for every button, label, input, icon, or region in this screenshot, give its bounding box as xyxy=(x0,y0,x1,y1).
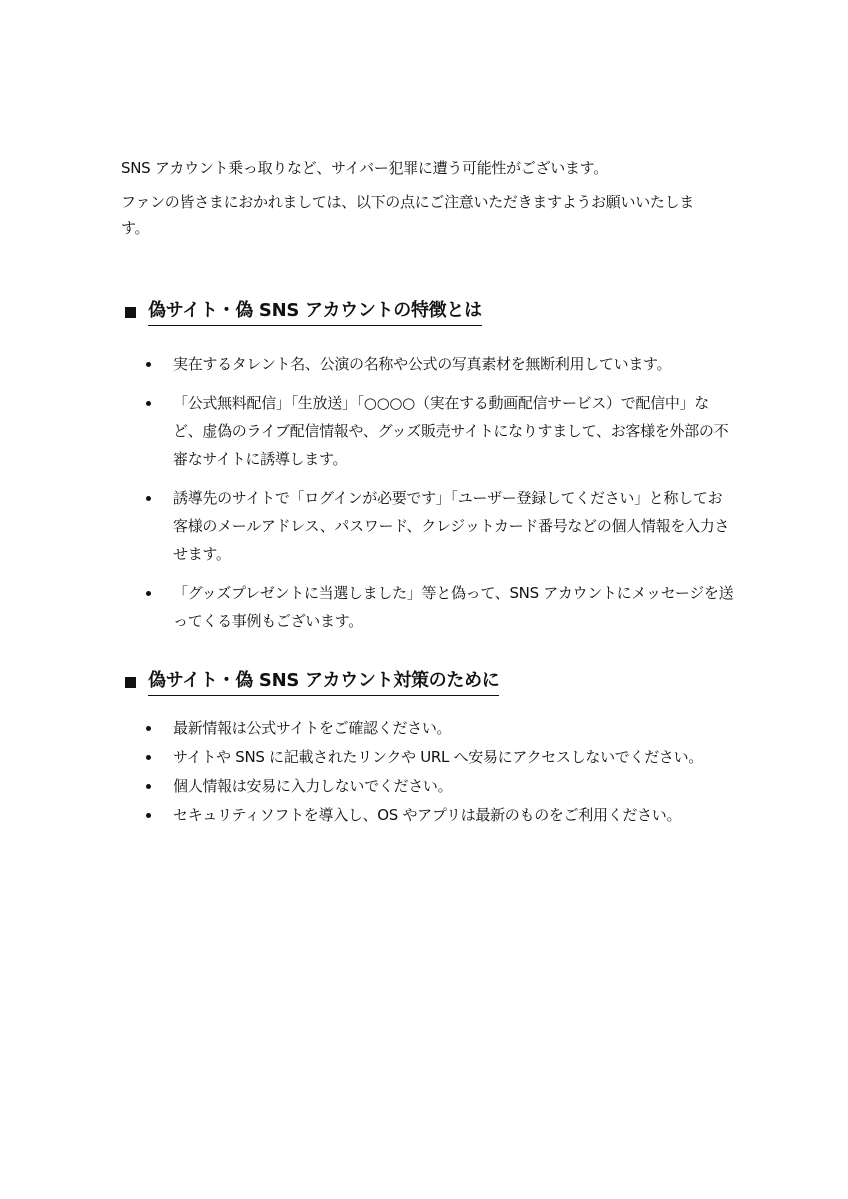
bullet-icon xyxy=(146,784,151,789)
square-bullet-icon xyxy=(125,307,136,318)
list-item xyxy=(125,743,735,771)
list-item xyxy=(125,350,735,378)
bullet-icon xyxy=(146,726,151,731)
bullet-icon xyxy=(146,591,151,596)
feature-list xyxy=(125,350,735,635)
list-item-text: 最新情報は公式サイトをご確認ください。 xyxy=(173,719,452,737)
square-bullet-icon xyxy=(125,677,136,688)
section-countermeasures xyxy=(125,668,735,830)
section-heading-text: 偽サイト・偽 SNS アカウント対策のために xyxy=(148,668,499,696)
intro-line-1: SNS アカウント乗っ取りなど、サイバー犯罪に遭う可能性がございます。 xyxy=(121,159,608,177)
bullet-icon xyxy=(146,362,151,367)
section-heading xyxy=(125,298,482,328)
intro-text xyxy=(121,155,721,249)
bullet-icon xyxy=(146,813,151,818)
list-item xyxy=(125,579,735,635)
list-item-text: 実在するタレント名、公演の名称や公式の写真素材を無断利用しています。 xyxy=(173,355,672,373)
list-item-text: サイトや SNS に記載されたリンクや URL へ安易にアクセスしないでください。 xyxy=(173,748,703,766)
list-item-text: 「グッズプレゼントに当選しました」等と偽って、SNS アカウントにメッセージを送ってくる事例もございます。 xyxy=(173,584,734,630)
bullet-icon xyxy=(146,496,151,501)
list-item-text: 個人情報は安易に入力しないでください。 xyxy=(173,777,453,795)
countermeasure-list xyxy=(125,714,735,829)
bullet-icon xyxy=(146,401,151,406)
list-item-text: セキュリティソフトを導入し、OS やアプリは最新のものをご利用ください。 xyxy=(173,806,682,824)
list-item xyxy=(125,484,735,568)
bullet-icon xyxy=(146,755,151,760)
section-heading xyxy=(125,668,499,698)
list-item xyxy=(125,801,735,829)
list-item-text: 「公式無料配信」「生放送」「○○○○（実在する動画配信サービス）で配信中」など、虚偽のライブ配信情報や、グッズ販売サイトになりすまして、お客様を外部の不審なサイトに誘導します。 xyxy=(173,394,729,468)
section-fake-features xyxy=(125,298,735,646)
list-item-text: 誘導先のサイトで「ログインが必要です」「ユーザー登録してください」と称してお客様のメールアドレス、パスワード、クレジットカード番号などの個人情報を入力させます。 xyxy=(173,489,730,563)
section-heading-text: 偽サイト・偽 SNS アカウントの特徴とは xyxy=(148,298,482,326)
list-item xyxy=(125,389,735,473)
list-item xyxy=(125,772,735,800)
list-item xyxy=(125,714,735,742)
intro-line-2: ファンの皆さまにおかれましては、以下の点にご注意いただきますようお願いいたします。 xyxy=(121,193,695,237)
